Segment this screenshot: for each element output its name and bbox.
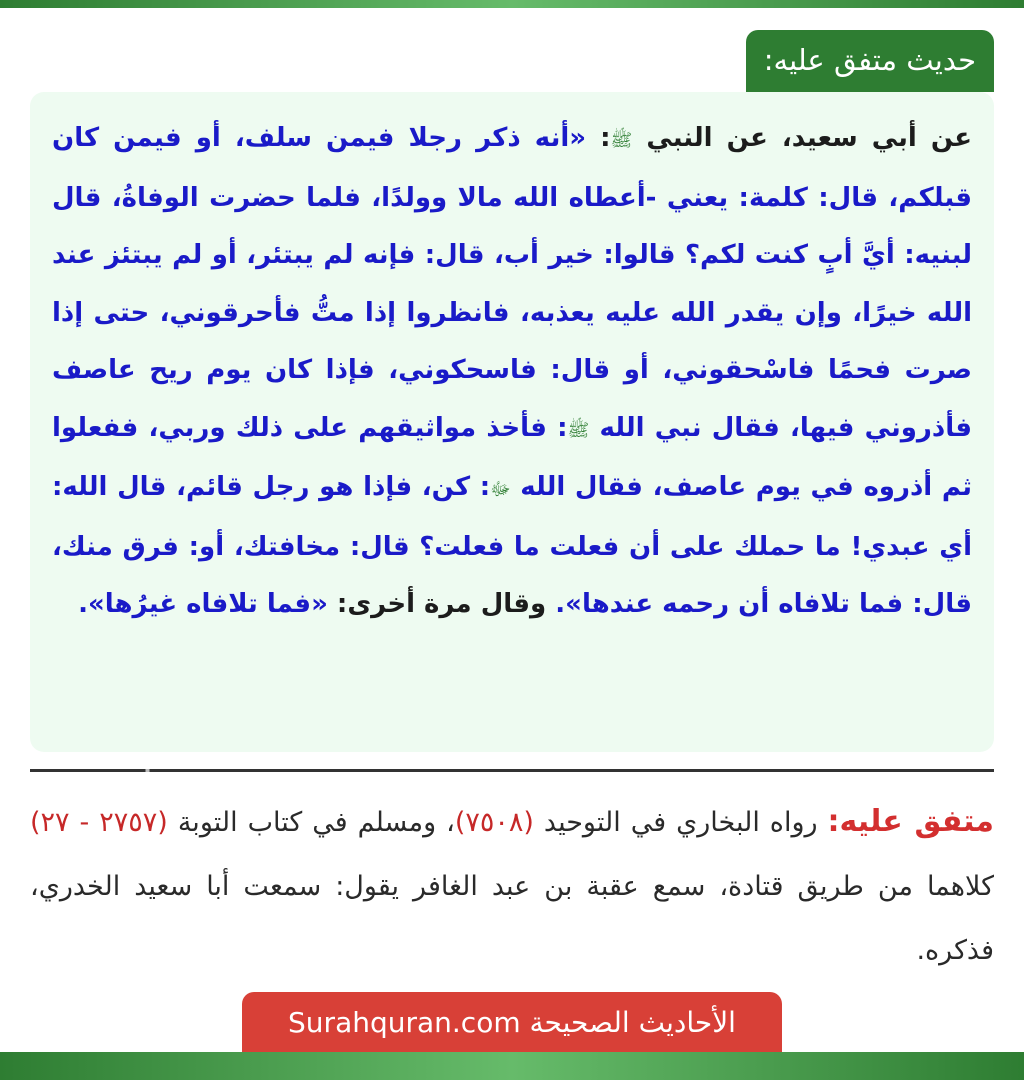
- takhrij-text-3: كلاهما من طريق قتادة، سمع عقبة بن عبد الغافر يقول: سمعت أبا سعيد الخدري، فذكره.: [30, 871, 994, 966]
- hadith-body-part-1: «أنه ذكر رجلا فيمن سلف، أو فيمن كان قبلكم، قال: كلمة: يعني -أعطاه الله مالا وولدًا، فلما حضرت الوفاةُ، قال لبنيه: أيَّ أبٍ كنت لكم؟ قالوا: خير أب، قال: فإنه لم يبتئر، أو لم يبتئز عند الله خيرًا، وإن يقدر الله عليه يعذبه، فانظروا إذا متُّ فأحرقوني، حتى إذا صرت فحمًا فاسْحقوني، أو قال: فاسحكوني، فإذا كان يوم ريح عاصف فأذروني فيها، فقال نبي الله: [52, 123, 972, 443]
- takhrij-label: متفق عليه:: [827, 804, 994, 839]
- bukhari-reference: (٧٥٠٨): [454, 807, 534, 838]
- hadith-closing-note: وقال مرة أخرى:: [327, 589, 556, 619]
- hadith-narrator-intro: عن أبي سعيد، عن النبي: [646, 123, 972, 153]
- hadith-text-box: [30, 92, 994, 752]
- salawat-glyph: ﷺ: [567, 419, 590, 441]
- hadith-closing-quote: «فما تلافاه غيرُها».: [78, 589, 328, 619]
- top-green-bar: [0, 0, 1024, 8]
- glorification-glyph: ﷻ: [490, 479, 511, 500]
- takhrij-paragraph: [30, 790, 994, 983]
- bottom-green-bar: [0, 1052, 1024, 1080]
- hadith-type-badge: حديث متفق عليه:: [746, 30, 994, 92]
- site-brand-badge: الأحاديث الصحيحة Surahquran.com: [242, 992, 782, 1054]
- section-divider: [30, 769, 994, 772]
- takhrij-text-2: ، ومسلم في كتاب التوبة: [167, 807, 455, 838]
- salawat-glyph: ﷺ: [610, 130, 633, 151]
- hadith-colon: :: [586, 123, 611, 153]
- hadith-body-part-3: : كن، فإذا هو رجل قائم، قال الله: أي عبدي! ما حملك على أن فعلت ما فعلت؟ قال: مخافتك، أو: فرق منك، قال: فما تلافاه أن رحمه عندها».: [52, 472, 972, 619]
- muslim-reference: (٢٧٥٧ - ٢٧): [30, 807, 168, 838]
- takhrij-text-1: رواه البخاري في التوحيد: [533, 807, 828, 838]
- hadith-paragraph: [52, 110, 972, 634]
- hadith-body-part-2: : فأخذ مواثيقهم على ذلك وربي، ففعلوا ثم أذروه في يوم عاصف، فقال الله: [52, 412, 972, 502]
